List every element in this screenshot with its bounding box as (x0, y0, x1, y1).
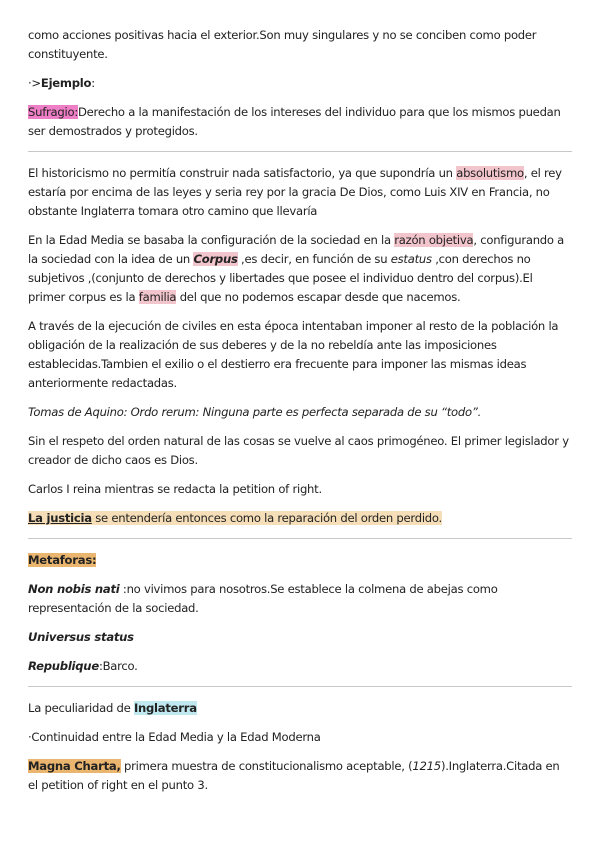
razon-objetiva-highlight: razón objetiva (394, 233, 474, 247)
paragraph-edad-media (28, 231, 572, 307)
paragraph-carlos-i: Carlos I reina mientras se redacta la petition of right. (28, 482, 322, 496)
paragraph-non-nobis-nati (28, 580, 572, 618)
text-run: :no vivimos para nosotros.Se establece la colmena de abejas como representación de la sociedad. (28, 582, 498, 615)
text-run: ).Inglaterra.Citada en el petition of right en el punto 3. (28, 759, 560, 792)
familia-highlight: familia (138, 290, 177, 304)
justicia-term: La justicia (28, 511, 92, 525)
divider (28, 538, 572, 539)
magna-charta-highlight: Magna Charta, (28, 759, 121, 773)
justicia-highlight (28, 511, 442, 525)
absolutismo-highlight: absolutismo (456, 166, 524, 180)
text-run: :Barco. (98, 659, 138, 673)
text-run: La peculiaridad de (28, 701, 134, 715)
text-run: ,es decir, en función de su (237, 252, 391, 266)
paragraph-orden-natural: Sin el respeto del orden natural de las cosas se vuelve al caos primogéneo. El primer legislador y creador de dicho caos es Dios. (28, 434, 569, 467)
ejemplo-label: Ejemplo (40, 76, 92, 90)
year-1215: 1215 (412, 759, 441, 773)
text-run: primera muestra de constitucionalismo aceptable, ( (120, 759, 413, 773)
text-run: se entendería entonces como la reparación del orden perdido. (91, 511, 442, 525)
non-nobis-nati-term: Non nobis nati (28, 582, 120, 596)
paragraph-tomas-de-aquino: Tomas de Aquino: Ordo rerum: Ninguna parte es perfecta separada de su “todo”. (28, 405, 482, 419)
inglaterra-highlight: Inglaterra (133, 701, 197, 715)
paragraph-sufragio (28, 103, 572, 141)
arrow-bullet: ·> (28, 76, 41, 90)
paragraph-magna-charta (28, 757, 572, 795)
paragraph-ejecucion-civiles: A través de la ejecución de civiles en esta época intentaban imponer al resto de la población la obligación de la realización de sus deberes y de la no rebeldía ante las imposiciones establecidas.Tambien el exilio o el destierro era frecuente para imponer las mismas ideas anteriormente redactadas. (28, 319, 559, 390)
metaforas-heading-line (28, 551, 572, 570)
paragraph-republique (28, 657, 572, 676)
divider (28, 686, 572, 687)
paragraph-peculiaridad (28, 699, 572, 718)
paragraph-universus-status: Universus status (28, 630, 134, 644)
metaforas-heading: Metaforas: (28, 553, 97, 567)
text-run: El historicismo no permitía construir nada satisfactorio, ya que supondría un (28, 166, 457, 180)
paragraph-justicia (28, 509, 572, 528)
estatus-term: estatus (390, 252, 432, 266)
text-run: ,con derechos no subjetivos ,(conjunto de derechos y libertades que posee el individuo dentro del corpus).El primer corpus es la (28, 252, 533, 304)
text-run: del que no podemos escapar desde que nacemos. (176, 290, 461, 304)
sufragio-definition: Derecho a la manifestación de los intereses del individuo para que los mismos puedan ser demostrados y protegidos. (28, 105, 561, 138)
paragraph-historicismo (28, 164, 572, 221)
text-run: , el rey estaría por encima de las leyes y seria rey por la gracia De Dios, como Luis XIV en Francia, no obstante Inglaterra tomara otro camino que llevaría (28, 166, 562, 218)
paragraph-acciones-positivas: como acciones positivas hacia el exterior.Son muy singulares y no se conciben como poder constituyente. (28, 28, 537, 61)
divider (28, 151, 572, 152)
corpus-highlight: Corpus (193, 252, 238, 266)
text-run: En la Edad Media se basaba la configuración de la sociedad en la (28, 233, 395, 247)
text-run: , configurando a la sociedad con la idea de un (28, 233, 565, 266)
republique-term: Republique (28, 659, 99, 673)
sufragio-highlight: Sufragio: (28, 105, 78, 119)
paragraph-ejemplo (28, 74, 572, 93)
ejemplo-colon: : (91, 76, 95, 90)
paragraph-continuidad: ·Continuidad entre la Edad Media y la Edad Moderna (28, 730, 321, 744)
